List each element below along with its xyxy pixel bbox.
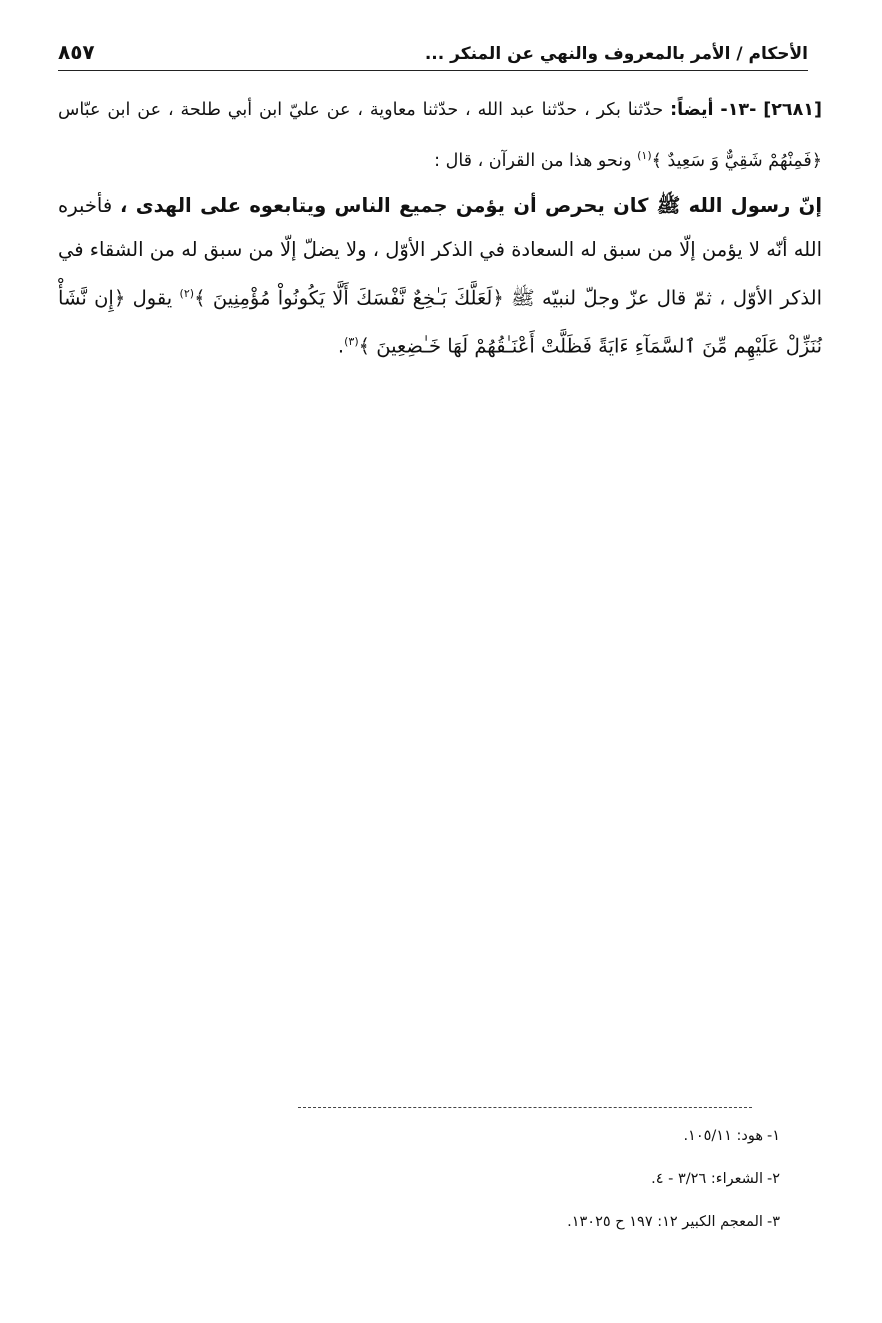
footnotes [100,1126,780,1255]
yaqul-word: يقول [132,286,173,310]
hadith-sub-number: -١٣- [720,100,757,120]
footnote-text: الشعراء: ٣/٢٦ - ٤. [651,1171,763,1187]
quran-verse-2: ﴿لَعَلَّكَ بَـٰخِعٌ نَّفْسَكَ أَلَّا يَكُونُواْ مُؤْمِنِينَ ﴾ [194,286,504,310]
final-period: . [337,334,345,358]
hadith-matn [58,184,822,369]
isnad-text: حدّثنا بكر ، حدّثنا عبد الله ، حدّثنا معاوية ، عن عليّ ابن أبي طلحة ، عن ابن عبّاس [58,100,664,120]
footnote-marker-1: (١) [637,149,652,162]
footnote-marker-3: (٣) [344,335,359,349]
footnote-text: هود: ١٠٥/١١. [683,1128,763,1144]
hadith-label: أيضاً: [670,100,714,120]
footnote-separator [298,1107,752,1108]
matn-bold-text: إنّ رسول الله ﷺ كان يحرص أن يؤمن جميع الناس ويتابعوه على الهدى ، [119,193,823,217]
quran-verse-1: ﴿فَمِنْهُمْ شَقِيٌّ وَ سَعِيدٌ ﴾ [651,150,822,171]
footnote-number: ٢- [766,1171,780,1187]
footnote-1 [100,1126,780,1146]
footnote-number: ٣- [766,1214,780,1230]
matn-text: فأخبره الله أنّه لا يؤمن إلّا من سبق له السعادة في الذكر الأوّل ، ولا يضلّ إلّا من سبق له من الشقاء في الذكر الأوّل ، ثمّ قال عزّ وجلّ لنبيّه ﷺ [58,193,823,310]
footnote-2 [100,1169,780,1189]
hadith-number: [٢٦٨١] [763,100,822,120]
footnote-3 [100,1212,780,1232]
page-number: ٨٥٧ [58,40,95,64]
quran-verse-3: ﴿إِن نَّشَأْ نُنَزِّلْ عَلَيْهِم مِّنَ ٱلسَّمَآءِ ءَايَةً فَظَلَّتْ أَعْنَـٰقُهُمْ لَهَا خَـٰضِعِينَ ﴾ [58,286,822,358]
footnote-marker-2: (٢) [179,286,195,300]
page-header [58,34,808,71]
running-title: الأحكام / الأمر بالمعروف والنهي عن المنكر ... [424,44,808,64]
hadith-isnad [58,88,822,184]
footnote-text: المعجم الكبير ١٢: ١٩٧ ح ١٣٠٢٥. [567,1214,763,1230]
isnad-tail: ونحو هذا من القرآن ، قال : [434,150,632,171]
hadith-body [58,88,822,369]
footnote-number: ١- [766,1128,780,1144]
